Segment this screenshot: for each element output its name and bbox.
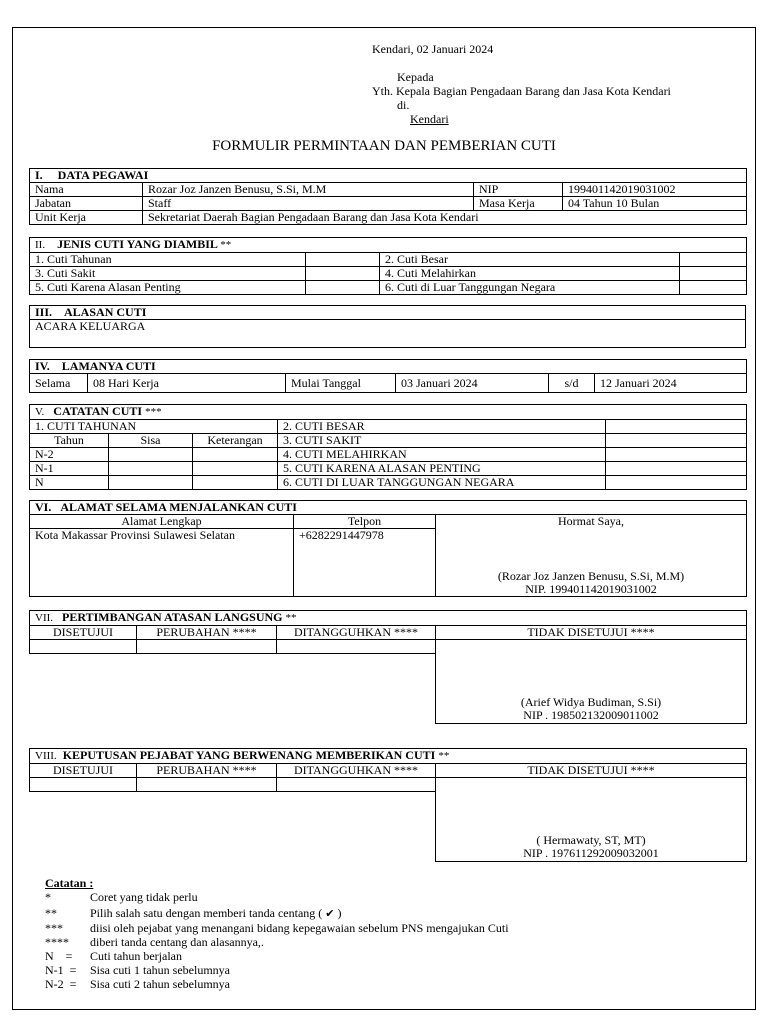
perubahan-field[interactable] [137, 778, 277, 792]
section-alamat [29, 500, 747, 597]
section-title: PERTIMBANGAN ATASAN LANGSUNG [62, 610, 283, 624]
section-number: V. [35, 406, 45, 418]
section-title: LAMANYA CUTI [61, 359, 156, 373]
cuti-option-label: 6. Cuti di Luar Tanggungan Negara [380, 281, 680, 295]
sisa-field[interactable] [109, 448, 193, 462]
notes-title: Catatan : [45, 876, 94, 890]
cuti-type-label: 4. CUTI MELAHIRKAN [278, 448, 606, 462]
note-text: diisi oleh pejabat yang menangani bidang kepegawaian sebelum PNS mengajukan Cuti [90, 921, 509, 935]
col-tidak-disetujui: TIDAK DISETUJUI **** [436, 626, 747, 640]
col-perubahan: PERUBAHAN **** [137, 764, 277, 778]
section-number: VIII. [35, 750, 57, 762]
section-number: III. [35, 305, 53, 319]
note-key: *** [45, 921, 63, 935]
section-keputusan [29, 748, 747, 862]
section-title: CATATAN CUTI [53, 404, 143, 418]
unit-kerja-label: Unit Kerja [30, 211, 143, 225]
cuti-tahunan-label: 1. CUTI TAHUNAN [30, 420, 278, 434]
keterangan-field[interactable] [193, 476, 278, 490]
section-title: ALASAN CUTI [64, 305, 147, 319]
cuti-option-label: 3. Cuti Sakit [30, 267, 306, 281]
cuti-type-value[interactable] [606, 448, 747, 462]
section-number: VI. [35, 500, 52, 514]
telpon-field[interactable]: +6282291447978 [294, 529, 436, 597]
masa-kerja-field[interactable]: 04 Tahun 10 Bulan [563, 197, 747, 211]
note-text-tail: ) [337, 906, 342, 920]
note-text: Pilih salah satu dengan memberi tanda centang ( [90, 906, 323, 920]
ditangguhkan-field[interactable] [277, 640, 436, 654]
note-text: Cuti tahun berjalan [90, 949, 182, 963]
cuti-type-value[interactable] [606, 462, 747, 476]
col-perubahan: PERUBAHAN **** [137, 626, 277, 640]
sd-label: s/d [549, 374, 595, 393]
sisa-field[interactable] [109, 476, 193, 490]
keterangan-field[interactable] [193, 448, 278, 462]
signer-nip: NIP . 197611292009032001 [523, 846, 659, 860]
nama-field[interactable]: Rozar Joz Janzen Benusu, S.Si, M.M [143, 183, 474, 197]
section-lamanya-cuti [29, 359, 747, 393]
cuti-type-label: 5. CUTI KARENA ALASAN PENTING [278, 462, 606, 476]
note-key: N = [45, 949, 73, 963]
recipient: Yth. Kepala Bagian Pengadaan Barang dan Jasa Kota Kendari [372, 84, 671, 98]
ditangguhkan-field[interactable] [277, 778, 436, 792]
col-ditangguhkan: DITANGGUHKAN **** [277, 626, 436, 640]
place-date: Kendari, 02 Januari 2024 [372, 42, 494, 56]
cuti-option-checkbox[interactable] [680, 281, 747, 295]
cuti-option-label: 4. Cuti Melahirkan [380, 267, 680, 281]
cuti-type-label: 6. CUTI DI LUAR TANGGUNGAN NEGARA [278, 476, 606, 490]
col-tidak-disetujui: TIDAK DISETUJUI **** [436, 764, 747, 778]
tahun-row-label: N-1 [30, 462, 109, 476]
tahun-row-label: N [30, 476, 109, 490]
disetujui-field[interactable] [30, 778, 137, 792]
note-item [90, 906, 341, 921]
alamat-field[interactable]: Kota Makassar Provinsi Sulawesi Selatan [30, 529, 294, 597]
selama-label: Selama [30, 374, 88, 393]
note-text: Sisa cuti 2 tahun sebelumnya [90, 977, 230, 991]
note-key: * [45, 890, 51, 904]
blank-area [30, 654, 436, 724]
tahun-row-label: N-2 [30, 448, 109, 462]
sampai-field[interactable]: 12 Januari 2024 [595, 374, 747, 393]
section-mark: *** [145, 406, 162, 418]
signature-box-pegawai [436, 515, 747, 597]
jabatan-field[interactable]: Staff [143, 197, 474, 211]
cuti-option-checkbox[interactable] [306, 253, 380, 267]
section-title: JENIS CUTI YANG DIAMBIL [57, 237, 218, 251]
col-ditangguhkan: DITANGGUHKAN **** [277, 764, 436, 778]
masa-kerja-label: Masa Kerja [474, 197, 563, 211]
signer-nip: NIP. 199401142019031002 [525, 582, 657, 596]
blank-area [30, 792, 436, 862]
cuti-type-value[interactable] [606, 420, 747, 434]
section-mark: ** [220, 239, 232, 251]
signer-name: (Rozar Joz Janzen Benusu, S.Si, M.M) [497, 569, 685, 583]
section-number: I. [35, 168, 43, 182]
keterangan-field[interactable] [193, 462, 278, 476]
note-key: **** [45, 935, 69, 949]
note-key: N-2 = [45, 977, 77, 991]
section-number: IV. [35, 359, 50, 373]
note-text: Coret yang tidak perlu [90, 890, 198, 904]
cuti-option-label: 2. Cuti Besar [380, 253, 680, 267]
cuti-option-checkbox[interactable] [680, 267, 747, 281]
cuti-option-checkbox[interactable] [306, 267, 380, 281]
cuti-option-label: 1. Cuti Tahunan [30, 253, 306, 267]
nip-label: NIP [474, 183, 563, 197]
alasan-field[interactable]: ACARA KELUARGA [30, 320, 746, 348]
col-disetujui: DISETUJUI [30, 764, 137, 778]
section-mark: ** [438, 750, 450, 762]
disetujui-field[interactable] [30, 640, 137, 654]
section-number: II. [35, 239, 46, 251]
hormat-label: Hormat Saya, [558, 514, 624, 528]
col-tahun: Tahun [30, 434, 109, 448]
section-pertimbangan [29, 610, 747, 724]
section-title: DATA PEGAWAI [57, 168, 149, 182]
cuti-type-label: 3. CUTI SAKIT [278, 434, 606, 448]
mulai-field[interactable]: 03 Januari 2024 [396, 374, 549, 393]
recipient-city: Kendari [410, 112, 449, 126]
cuti-option-checkbox[interactable] [306, 281, 380, 295]
at-label: di. [397, 98, 410, 112]
section-mark: ** [285, 612, 297, 624]
cuti-option-checkbox[interactable] [680, 253, 747, 267]
note-text: diberi tanda centang dan alasannya,. [90, 935, 264, 949]
col-alamat: Alamat Lengkap [30, 515, 294, 529]
signer-name: (Arief Widya Budiman, S.Si) [520, 695, 662, 709]
section-catatan-cuti [29, 404, 747, 490]
cuti-type-value[interactable] [606, 476, 747, 490]
col-telpon: Telpon [294, 515, 436, 529]
perubahan-field[interactable] [137, 640, 277, 654]
checkmark-icon: ✔ [325, 907, 335, 920]
note-text: Sisa cuti 1 tahun sebelumnya [90, 963, 230, 977]
mulai-label: Mulai Tanggal [286, 374, 396, 393]
form-title: FORMULIR PERMINTAAN DAN PEMBERIAN CUTI [212, 138, 556, 154]
signer-name: ( Hermawaty, ST, MT) [536, 833, 646, 847]
jabatan-label: Jabatan [30, 197, 143, 211]
signer-nip: NIP . 198502132009011002 [523, 708, 659, 722]
col-disetujui: DISETUJUI [30, 626, 137, 640]
nama-label: Nama [30, 183, 143, 197]
note-key: ** [45, 906, 57, 920]
section-alasan-cuti [29, 305, 746, 348]
selama-field[interactable]: 08 Hari Kerja [88, 374, 286, 393]
cuti-type-value[interactable] [606, 434, 747, 448]
section-title: ALAMAT SELAMA MENJALANKAN CUTI [60, 500, 297, 514]
unit-kerja-field[interactable]: Sekretariat Daerah Bagian Pengadaan Barang dan Jasa Kota Kendari [143, 211, 747, 225]
section-number: VII. [35, 612, 54, 624]
col-sisa: Sisa [109, 434, 193, 448]
note-key: N-1 = [45, 963, 77, 977]
section-title: KEPUTUSAN PEJABAT YANG BERWENANG MEMBERIKAN CUTI [62, 748, 436, 762]
to-label: Kepada [397, 70, 434, 84]
section-data-pegawai [29, 168, 747, 225]
signature-box-pejabat [436, 778, 747, 862]
sisa-field[interactable] [109, 462, 193, 476]
signature-box-atasan [436, 640, 747, 724]
nip-field[interactable]: 199401142019031002 [563, 183, 747, 197]
cuti-type-label: 2. CUTI BESAR [278, 420, 606, 434]
cuti-option-label: 5. Cuti Karena Alasan Penting [30, 281, 306, 295]
section-jenis-cuti [29, 237, 747, 295]
col-keterangan: Keterangan [193, 434, 278, 448]
